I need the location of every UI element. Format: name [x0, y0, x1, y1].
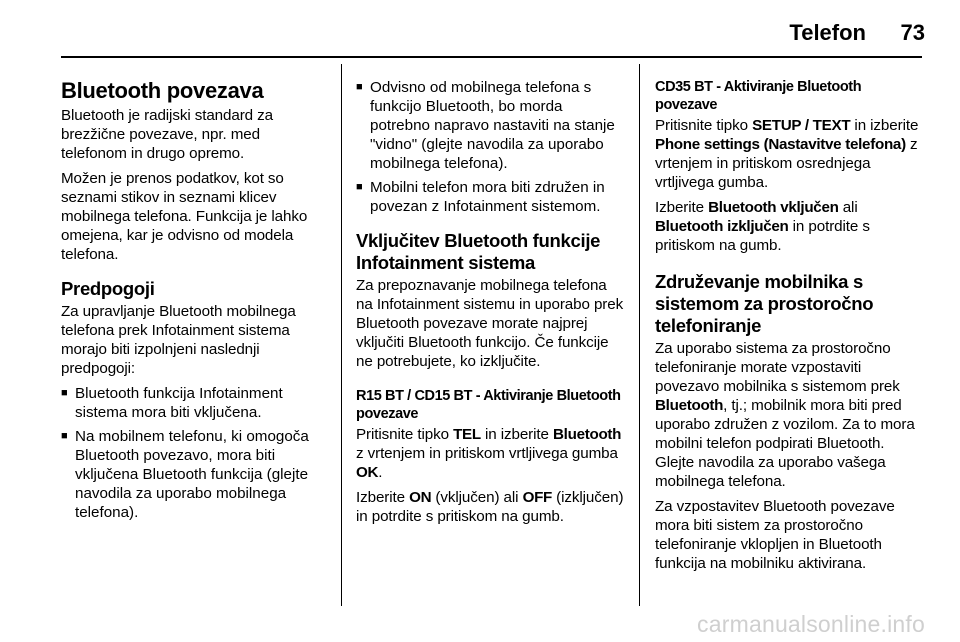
- pairing-paragraph-2: Za vzpostavitev Bluetooth povezave mora biti sistem za prostoročno telefoniranje vklopljen in Bluetooth funkcija na mobilniku aktivirana.: [655, 498, 895, 572]
- list-item: ■ Bluetooth funkcija Infotainment sistema mora biti vključena.: [61, 384, 327, 422]
- bluetooth-heading: Bluetooth povezava: [61, 78, 264, 103]
- header-rule: [61, 56, 922, 58]
- prerequisites-list: [61, 384, 327, 522]
- off-option: OFF: [522, 489, 553, 506]
- bluetooth-term: Bluetooth: [655, 397, 724, 414]
- r15-step-1: Pritisnite tipko TEL in izberite Bluetooth z vrtenjem in pritiskom vrtljivega gumba OK.: [356, 426, 622, 481]
- ok-key: OK: [356, 464, 379, 481]
- column-3: [655, 78, 923, 579]
- activation-text: Za prepoznavanje mobilnega telefona na Infotainment sistemu in uporabo prek Bluetooth povezave morate najprej vključiti Bluetooth funkcijo. Če funkcije ne potrebujete, ko izključite.: [356, 277, 624, 370]
- pairing-paragraph-1: Za uporabo sistema za prostoročno telefoniranje morate vzpostaviti povezavo mobilnika s sistemom prek Bluetooth, tj.; mobilnik mora biti pred uporabo združen z vozilom. Za to mora mobilni telefon podpirati Bluetooth. Glejte navodila za uporabo vašega mobilnega telefona.: [655, 340, 915, 490]
- cd35-subheading: CD35 BT - Aktiviranje Bluetooth povezave: [655, 79, 862, 113]
- setup-text-key: SETUP / TEXT: [752, 117, 851, 134]
- activation-heading: Vključitev Bluetooth funkcije Infotainment sistema: [356, 230, 601, 273]
- list-item: ■ Na mobilnem telefonu, ki omogoča Bluetooth povezavo, mora biti vključena Bluetooth funkcija (glejte navodila za uporabo mobilnega telefona).: [61, 427, 327, 522]
- cd35-step-2: Izberite Bluetooth vključen ali Bluetooth izključen in potrdite s pritiskom na gumb.: [655, 199, 870, 254]
- tel-key: TEL: [453, 426, 481, 443]
- prerequisites-list-continued: [356, 78, 626, 216]
- bluetooth-off-option: Bluetooth izključen: [655, 218, 789, 235]
- on-option: ON: [409, 489, 432, 506]
- list-item: ■ Mobilni telefon mora biti združen in povezan z Infotainment sistemom.: [356, 178, 626, 216]
- r15-step-2: Izberite ON (vključen) ali OFF (izključen) in potrdite s pritiskom na gumb.: [356, 489, 624, 525]
- page-number: 73: [900, 20, 925, 45]
- pairing-heading: Združevanje mobilnika s sistemom za prostoročno telefoniranje: [655, 271, 874, 336]
- page-header: [0, 0, 960, 58]
- column-1: [61, 78, 327, 528]
- bluetooth-menu-item: Bluetooth: [553, 426, 622, 443]
- phone-settings-item: Phone settings (Nastavitve telefona): [655, 136, 906, 153]
- watermark: carmanualsonline.info: [697, 611, 925, 637]
- column-divider-2: [639, 64, 640, 606]
- column-2: [356, 78, 626, 532]
- cd35-step-1: Pritisnite tipko SETUP / TEXT in izberite Phone settings (Nastavitve telefona) z vrtenjem in pritiskom osrednjega vrtljivega gumba.: [655, 117, 919, 191]
- prerequisites-text: Za upravljanje Bluetooth mobilnega telefona prek Infotainment sistema morajo biti izpolnjeni naslednji predpogoji:: [61, 303, 296, 377]
- prerequisites-heading: Predpogoji: [61, 278, 155, 299]
- bluetooth-on-option: Bluetooth vključen: [708, 199, 839, 216]
- column-divider-1: [341, 64, 342, 606]
- list-item: ■ Odvisno od mobilnega telefona s funkcijo Bluetooth, bo morda potrebno napravo nastaviti na stanje "vidno" (glejte navodila za uporabo mobilnega telefona).: [356, 78, 626, 173]
- section-title: Telefon: [789, 20, 866, 45]
- r15-subheading: R15 BT / CD15 BT - Aktiviranje Bluetooth povezave: [356, 388, 621, 422]
- intro-paragraph-1: Bluetooth je radijski standard za brezžične povezave, npr. med telefonom in drugo opremo.: [61, 107, 273, 162]
- intro-paragraph-2: Možen je prenos podatkov, kot so seznami stikov in seznami klicev mobilnega telefona. Funkcija je lahko omejena, kar je odvisno od modela telefona.: [61, 170, 308, 263]
